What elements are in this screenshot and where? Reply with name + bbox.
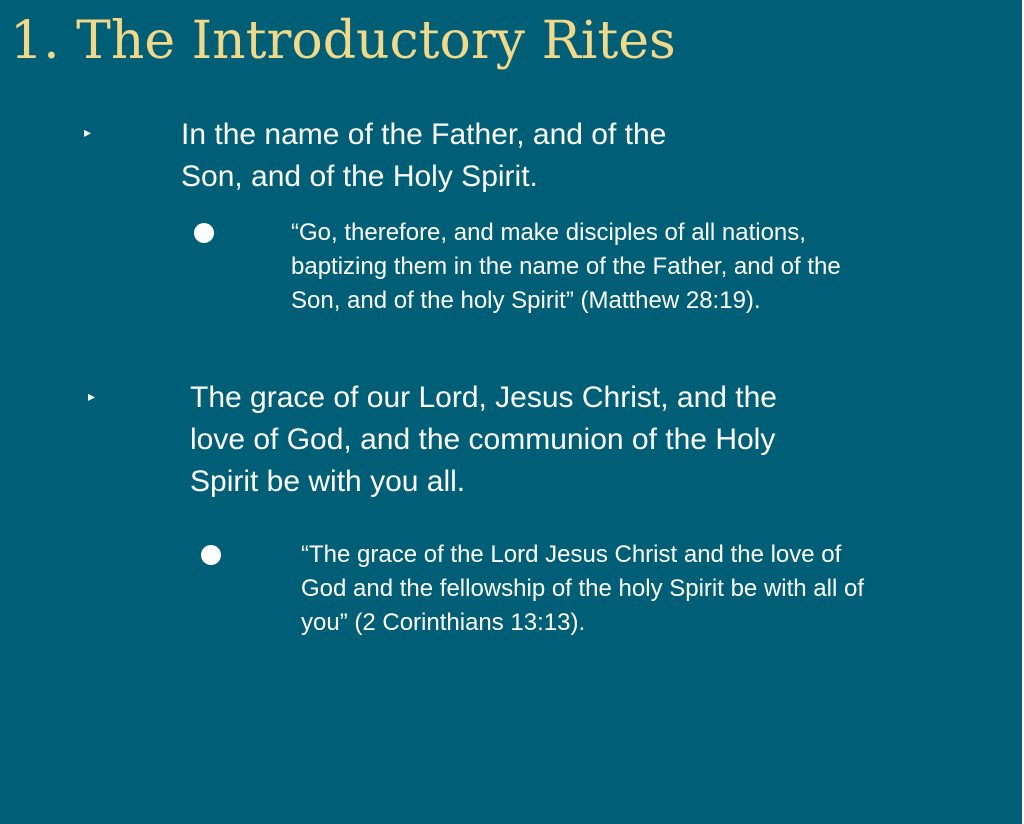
sub-bullet-line: “Go, therefore, and make disciples of all nations,	[291, 219, 806, 246]
triangle-bullet-icon: ▸	[88, 389, 96, 405]
sub-bullet-text	[301, 538, 991, 640]
bullet-line: love of God, and the communion of the Holy	[190, 423, 776, 456]
bullet-text	[181, 114, 781, 198]
bullet-line: The grace of our Lord, Jesus Christ, and the	[190, 381, 777, 414]
bullet-text	[190, 377, 910, 503]
bullet-line: Son, and of the Holy Spirit.	[181, 160, 538, 193]
bullet-line: Spirit be with you all.	[190, 465, 466, 498]
sub-bullet-line: baptizing them in the name of the Father, and of the	[291, 253, 841, 280]
bullet-line: In the name of the Father, and of the	[181, 118, 667, 151]
circle-bullet-icon	[194, 223, 214, 243]
slide-title: 1. The Introductory Rites	[10, 11, 676, 71]
sub-bullet-line: you” (2 Corinthians 13:13).	[301, 609, 586, 636]
sub-bullet-line: “The grace of the Lord Jesus Christ and the love of	[301, 541, 842, 568]
sub-bullet-line: God and the fellowship of the holy Spirit be with all of	[301, 575, 864, 602]
triangle-bullet-icon: ▸	[84, 125, 92, 141]
circle-bullet-icon	[201, 545, 221, 565]
sub-bullet-line: Son, and of the holy Spirit” (Matthew 28:19).	[291, 287, 761, 314]
sub-bullet-text	[291, 216, 971, 318]
